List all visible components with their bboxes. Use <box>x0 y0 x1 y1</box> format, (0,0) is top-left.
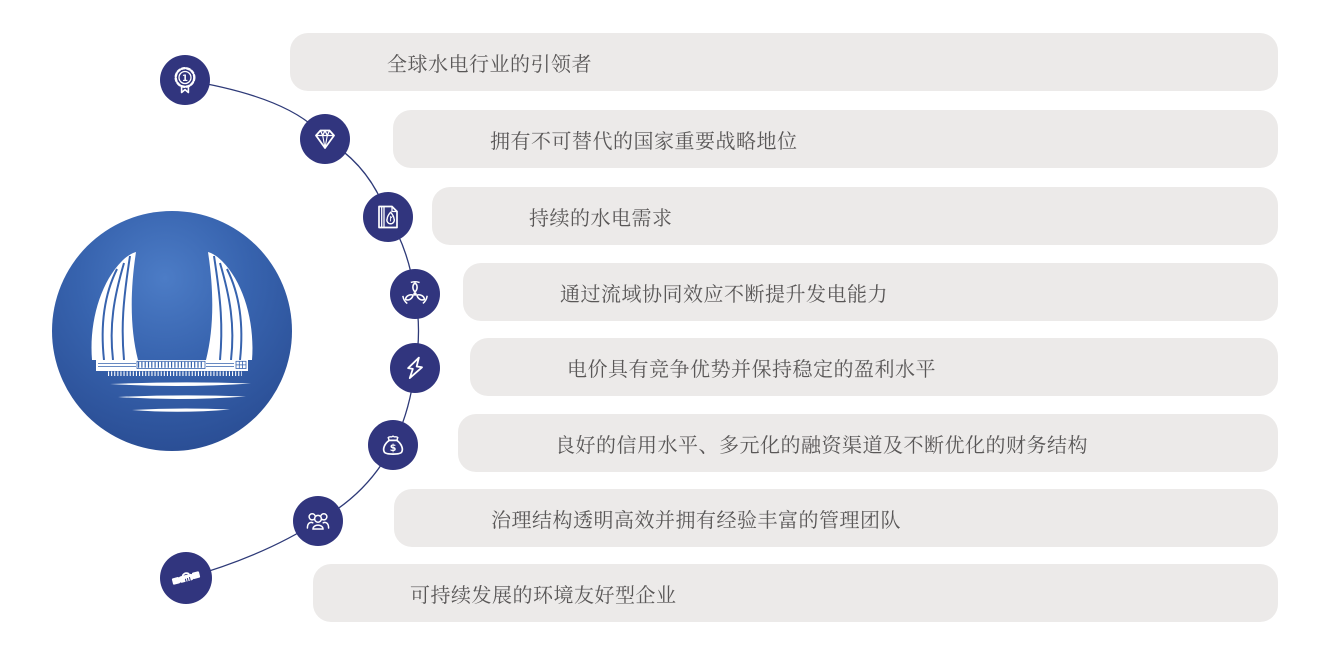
feature-label: 电价具有竞争优势并保持稳定的盈利水平 <box>567 356 936 381</box>
feature-label: 可持续发展的环境友好型企业 <box>410 582 677 607</box>
medal-first-place-icon <box>160 55 210 105</box>
feature-label: 良好的信用水平、多元化的融资渠道及不断优化的财务结构 <box>555 432 1088 457</box>
medal-number: 1 <box>182 73 188 84</box>
hydropower-dam-logo <box>52 211 292 451</box>
eco-certificate-icon <box>363 192 413 242</box>
feature-bar-6 <box>458 414 1278 472</box>
money-bag-icon <box>368 420 418 470</box>
dollar-symbol: $ <box>389 443 397 454</box>
feature-label: 全球水电行业的引领者 <box>387 51 592 76</box>
feature-bar-3 <box>432 187 1278 245</box>
diamond-icon <box>300 114 350 164</box>
feature-label: 拥有不可替代的国家重要战略地位 <box>490 128 798 153</box>
feature-bar-2 <box>393 110 1278 168</box>
feature-label: 通过流域协同效应不断提升发电能力 <box>560 281 888 306</box>
team-icon <box>293 496 343 546</box>
feature-bar-8 <box>313 564 1278 622</box>
feature-bar-5 <box>470 338 1278 396</box>
turbine-icon <box>390 269 440 319</box>
handshake-icon <box>160 552 212 604</box>
feature-label: 治理结构透明高效并拥有经验丰富的管理团队 <box>491 507 901 532</box>
feature-bar-7 <box>394 489 1278 547</box>
feature-bar-4 <box>463 263 1278 321</box>
feature-label: 持续的水电需求 <box>529 205 673 230</box>
company-logo <box>52 211 292 451</box>
lightning-icon <box>390 343 440 393</box>
feature-bar-1 <box>290 33 1278 91</box>
